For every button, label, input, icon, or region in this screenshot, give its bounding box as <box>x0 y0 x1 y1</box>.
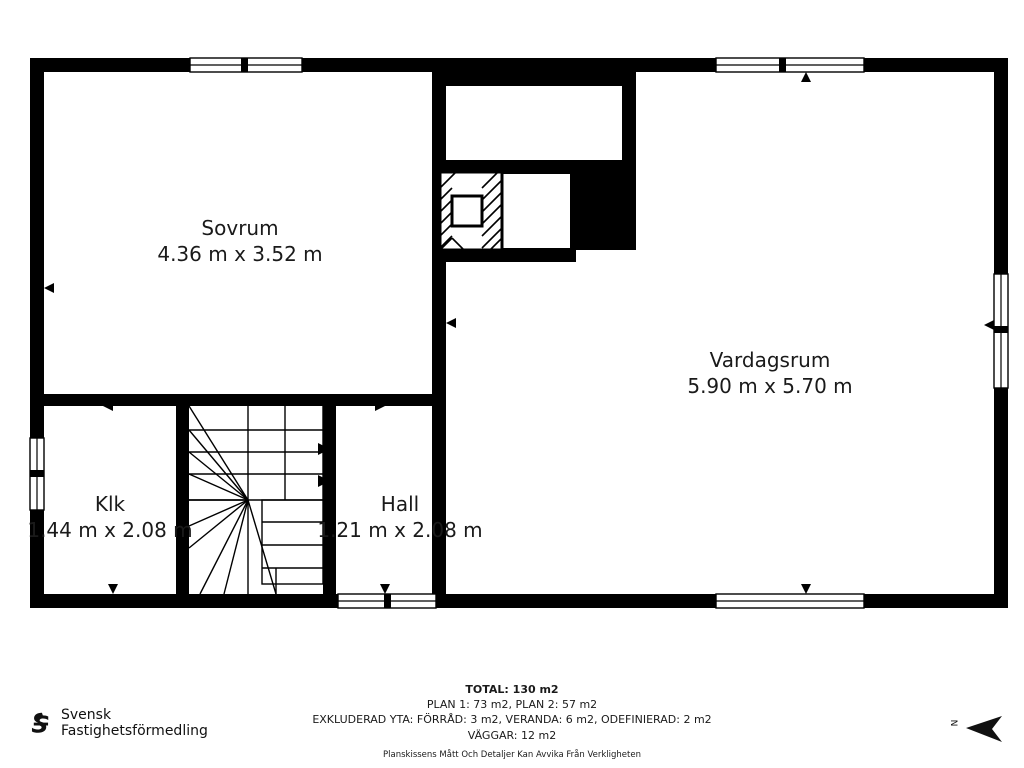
room-dimensions-klk: 1.44 m x 2.08 m <box>27 517 193 542</box>
north-indicator <box>948 712 1006 746</box>
interior-walls <box>44 72 636 594</box>
room-dimensions-sovrum: 4.36 m x 3.52 m <box>157 241 323 266</box>
room-name-hall: Hall <box>380 492 420 516</box>
total-area-text: TOTAL: 130 m2 <box>465 683 559 696</box>
fireplace-hatch <box>440 172 502 250</box>
north-label: N <box>950 719 961 727</box>
brand-line-2: Fastighetsförmedling <box>61 722 208 739</box>
brand-logo <box>24 708 208 739</box>
plan-areas-text: PLAN 1: 73 m2, PLAN 2: 57 m2 <box>426 698 598 712</box>
excluded-area-text: EXKLUDERAD YTA: FÖRRÅD: 3 m2, VERANDA: 6 m2, ODEFINIERAD: 2 m2 <box>312 713 712 727</box>
svensk-fastighetsformedling-logo-icon <box>24 710 52 738</box>
staircase <box>189 406 323 594</box>
north-arrow-icon <box>948 712 1006 746</box>
walls-area-text: VÄGGAR: 12 m2 <box>467 728 557 742</box>
room-dimensions-hall: 1.21 m x 2.08 m <box>317 517 483 542</box>
room-name-klk: Klk <box>94 492 126 516</box>
disclaimer-text: Planskissens Mått Och Detaljer Kan Avvika Från Verkligheten <box>383 749 641 760</box>
brand-name <box>61 708 208 739</box>
room-name-sovrum: Sovrum <box>201 216 279 240</box>
room-name-vardagsrum: Vardagsrum <box>709 348 831 372</box>
brand-line-1: Svensk <box>61 707 112 723</box>
room-dimensions-vardagsrum: 5.90 m x 5.70 m <box>687 373 853 398</box>
